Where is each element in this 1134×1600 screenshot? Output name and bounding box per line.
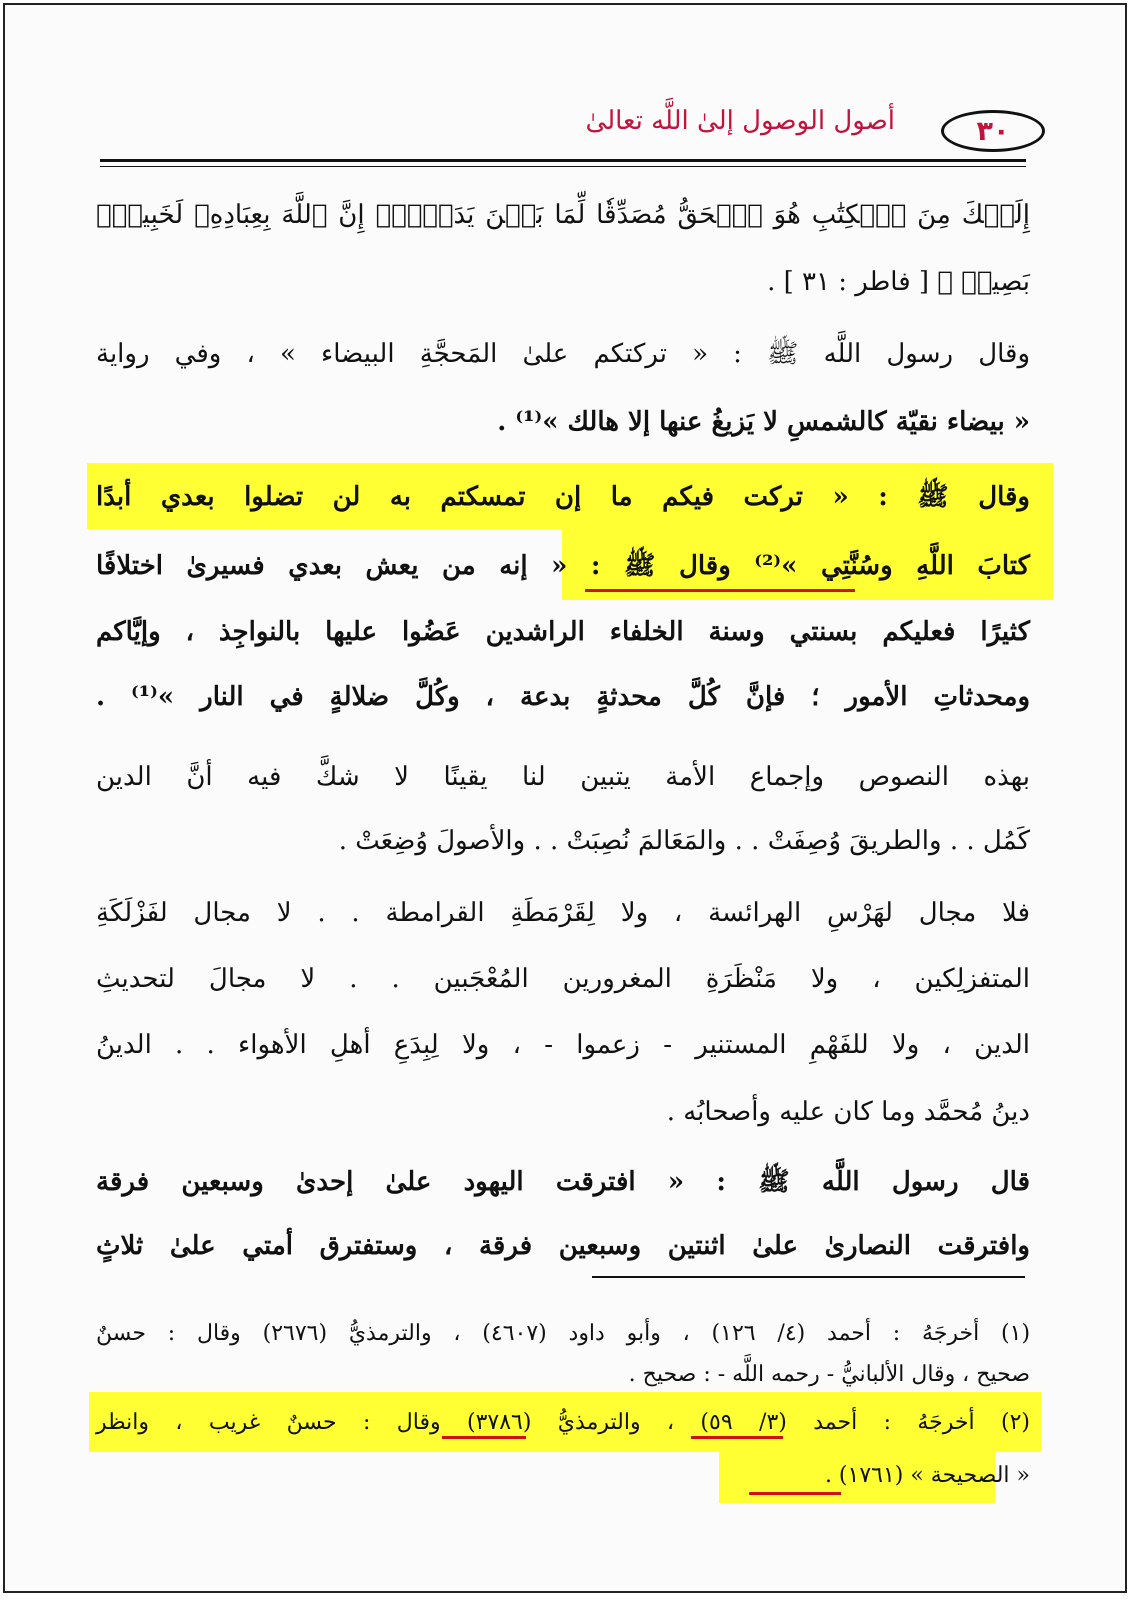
running-title: أصول الوصول إلىٰ اللَّه تعالىٰ [585, 106, 895, 136]
page-number: ٣٠ [941, 110, 1045, 152]
body-line-12: المتفزلِكين ، ولا مَنْظَرَةِ المغرورين المُعْجَبين . . لا مجالَ لتحديثِ [96, 964, 1030, 994]
footnote-1-line-1: (١) أخرجَهُ : أحمد (٤/ ١٢٦) ، وأبو داود (٤٦٠٧) ، والترمذيُّ (٢٦٧٦) وقال : حسنٌ [96, 1321, 1031, 1346]
header-rule-thick [100, 159, 1026, 162]
body-line-11: فلا مجال لهَرْسِ الهرائسة ، ولا لِقَرْمَطَةِ القرامطة . . لا مجال لفَزْلَكَةِ [96, 898, 1030, 928]
scanned-book-page [3, 3, 1127, 1593]
underline-tirmidhi-ref [442, 1436, 526, 1439]
underline-sahiha-ref [749, 1492, 841, 1495]
body-line-14: دينُ مُحمَّد وما كان عليه وأصحابُه . [666, 1097, 1030, 1127]
body-line-16: وافترقت النصارىٰ علىٰ اثنتين وسبعين فرقة ، وستفترق أمتي علىٰ ثلاثٍ [96, 1231, 1030, 1261]
body-line-10: كَمُل . . والطريقَ وُصِفَتْ . . والمَعَالمَ نُصِبَتْ . . والأصولَ وُضِعَتْ . [338, 826, 1030, 856]
body-line-4: « بيضاء نقيّة كالشمسِ لا يَزيغُ عنها إلا هالك »⁽¹⁾ . [497, 407, 1030, 437]
body-line-5: وقال ﷺ : « تركت فيكم ما إن تمسكتم به لن تضلوا بعدي أبدًا [96, 482, 1030, 512]
body-line-15: قال رسول اللَّه ﷺ : « افترقت اليهود علىٰ إحدىٰ وسبعين فرقة [96, 1167, 1030, 1197]
footnote-2-line-2: « الصحيحة » (١٧٦١) . [824, 1463, 1030, 1488]
body-line-1: إِلَيۡكَ مِنَ ٱلۡكِتَٰبِ هُوَ ٱلۡحَقُّ مُصَدِّقٗا لِّمَا بَيۡنَ يَدَيۡهِۗ إِنَّ ٱللَّهَ بِعِبَادِهِۦ لَخَبِيرُۢ [96, 200, 1030, 230]
footnote-1-line-2: صحيح ، وقال الألبانيُّ - رحمه اللَّه - : صحيح . [628, 1362, 1030, 1387]
header-rule-thin [100, 166, 1026, 167]
body-line-6: كتابَ اللَّهِ وسُنَّتِي »⁽²⁾ وقال ﷺ : « إنه من يعش بعدي فسيرىٰ اختلافًا [96, 551, 1031, 581]
body-line-3: وقال رسول اللَّه ﷺ : « تركتكم علىٰ المَحجَّةِ البيضاء » ، وفي رواية [96, 339, 1030, 369]
underline-ahmad-ref [691, 1436, 783, 1439]
body-line-2: بَصِيرٞ ﴾ [ فاطر : ٣١ ] . [767, 267, 1030, 297]
body-line-7: كثيرًا فعليكم بسنتي وسنة الخلفاء الراشدين عَضُوا عليها بالنواجِذ ، وإيَّاكم [96, 617, 1030, 647]
body-line-8: ومحدثاتِ الأمور ؛ فإنَّ كُلَّ محدثةٍ بدعة ، وكُلَّ ضلالةٍ في النار »⁽¹⁾ . [96, 682, 1031, 712]
body-line-13: الدين ، ولا للفَهْمِ المستنير - زعموا - ، ولا لِبِدَعِ أهلِ الأهواء . . الدينُ [96, 1030, 1030, 1060]
footnote-separator [592, 1276, 1025, 1278]
body-line-9: بهذه النصوص وإجماع الأمة يتبين لنا يقينًا لا شكَّ فيه أنَّ الدين [96, 762, 1030, 792]
underline-quran-sunnah [585, 589, 855, 592]
footnote-2-line-1: (٢) أخرجَهُ : أحمد (٣/ ٥٩) ، والترمذيُّ (٣٧٨٦) وقال : حسنٌ غريب ، وانظر [96, 1410, 1031, 1435]
